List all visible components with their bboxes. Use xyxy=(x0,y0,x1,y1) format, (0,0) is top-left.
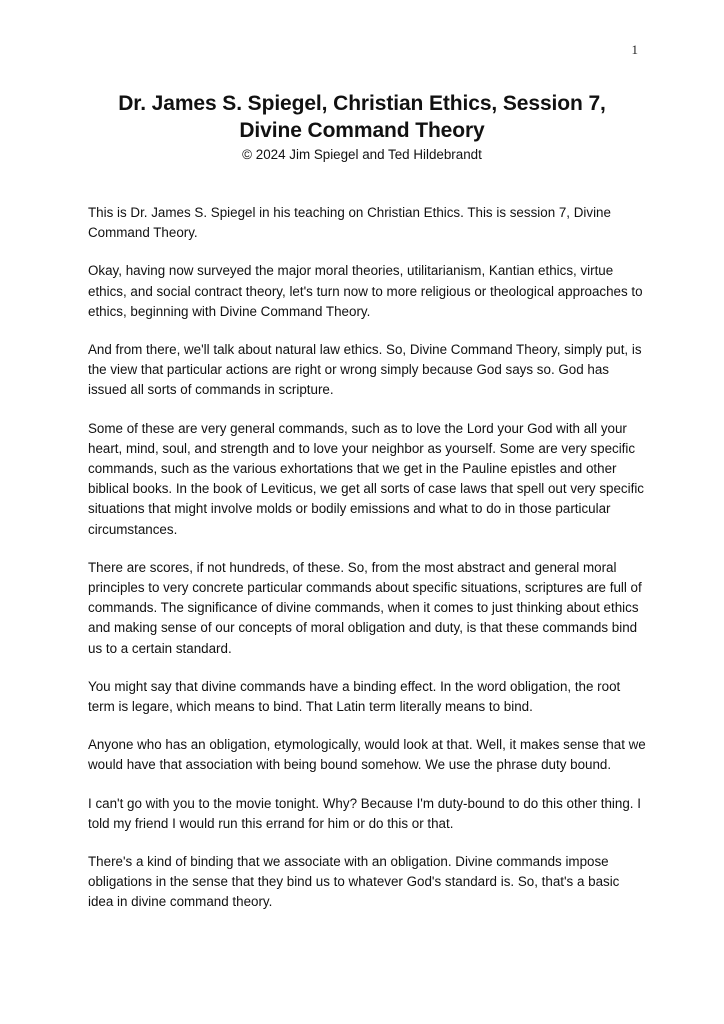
paragraph: There are scores, if not hundreds, of these. So, from the most abstract and general moral principles to very concrete particular commands about specific situations, scriptures are full of commands. The significance of divine commands, when it comes to just thinking about ethics and making sense of our concepts of moral obligation and duty, is that these commands bind us to a certain standard. xyxy=(88,559,642,656)
paragraph: There's a kind of binding that we associate with an obligation. Divine commands impose obligations in the sense that they bind us to whatever God's standard is. So, that's a basic idea in divine command theory. xyxy=(88,854,620,910)
paragraph: I can't go with you to the movie tonight. Why? Because I'm duty-bound to do this other thing. I told my friend I would run this errand for him or do this or that. xyxy=(88,795,641,831)
paragraph: You might say that divine commands have a binding effect. In the word obligation, the root term is legare, which means to bind. That Latin term literally means to bind. xyxy=(88,678,621,715)
copyright-notice: © 2024 Jim Spiegel and Ted Hildebrandt xyxy=(242,147,482,162)
paragraph: This is Dr. James S. Spiegel in his teaching on Christian Ethics. This is session 7, Divine Command Theory. xyxy=(88,205,611,241)
document-title xyxy=(88,90,636,144)
document-header xyxy=(88,90,636,164)
title-line-2: Divine Command Theory xyxy=(239,119,485,142)
page-number: 1 xyxy=(631,42,638,57)
paragraph: Okay, having now surveyed the major moral theories, utilitarianism, Kantian ethics, virtue ethics, and social contract theory, let's turn now to more religious or theological approaches to ethics, beginning with Divine Command Theory. xyxy=(88,263,643,319)
paragraph: Anyone who has an obligation, etymologically, would look at that. Well, it makes sense that we would have that association with being bound somehow. We use the phrase duty bound. xyxy=(88,737,646,773)
document-body xyxy=(88,203,648,931)
title-line-1: Dr. James S. Spiegel, Christian Ethics, Session 7, xyxy=(118,92,606,115)
paragraph: Some of these are very general commands, such as to love the Lord your God with all your heart, mind, soul, and strength and to love your neighbor as yourself. Some are very specific commands, such as the various exhortations that we get in the Pauline epistles and other biblical books. In the book of Leviticus, we get all sorts of case laws that spell out very specific situations that might involve molds or bodily emissions and what to do in those particular circumstances. xyxy=(88,420,644,537)
paragraph: And from there, we'll talk about natural law ethics. So, Divine Command Theory, simply put, is the view that particular actions are right or wrong simply because God says so. God has issued all sorts of commands in scripture. xyxy=(88,342,642,398)
